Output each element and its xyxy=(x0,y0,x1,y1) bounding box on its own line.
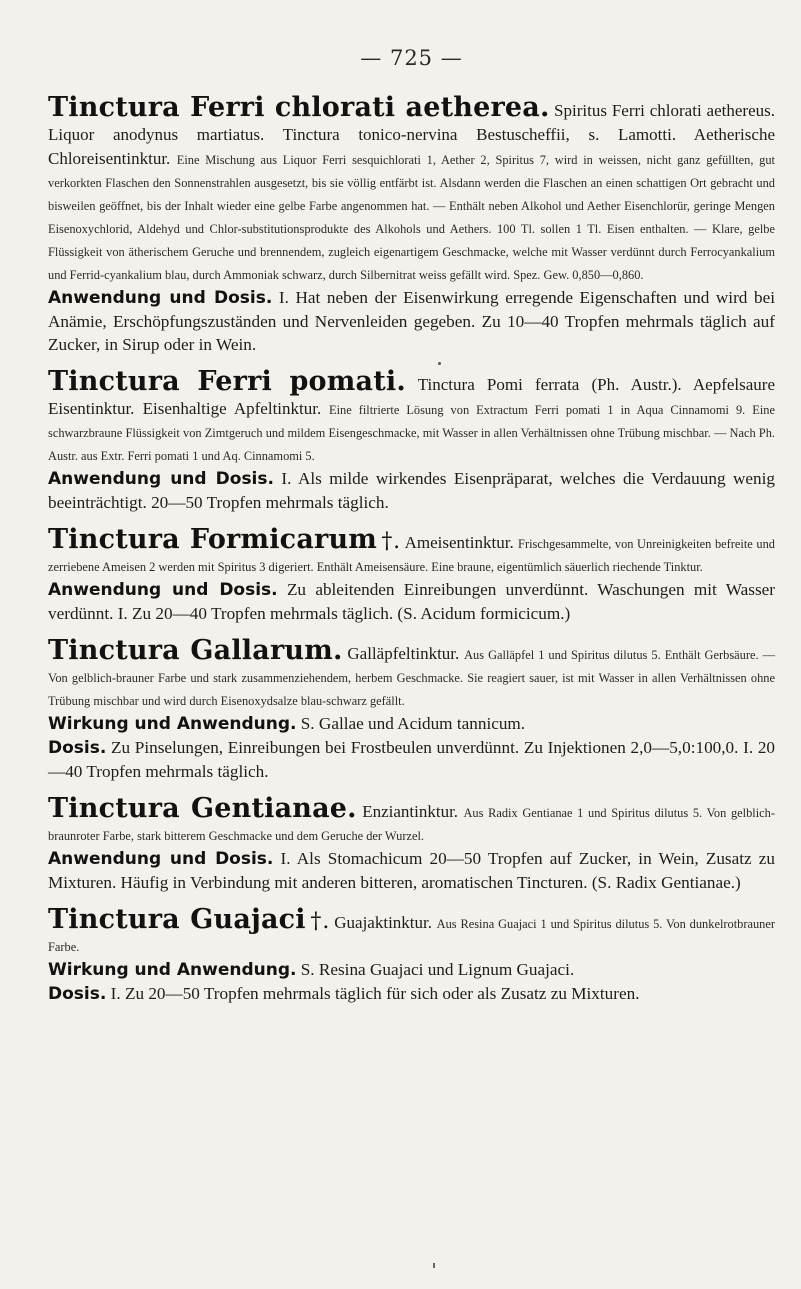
entry-head xyxy=(48,793,775,847)
entry-description: Eine filtrierte Lösung von Extractum Ferri pomati 1 in Aqua Cinnamomi 9. Eine schwarzbraune Flüssigkeit von Zimtgeruch und mildem Eisengeschmacke, mit Wasser in allen Verhältnissen ohne Trübung mischbar. — Nach Ph. Austr. aus Extr. Ferri pomati 1 und Aq. Cinnamomi 5. xyxy=(48,403,775,463)
entry-paragraph xyxy=(48,286,775,356)
entry-description: Aus Resina Guajaci 1 und Spiritus dilutus 5. Von dunkelrotbrauner Farbe. xyxy=(48,917,775,954)
entry-paragraph xyxy=(48,712,775,736)
entry-head xyxy=(48,92,775,286)
entry-title: Tinctura Gentianae. xyxy=(48,793,357,824)
paragraph-label: Anwendung und Dosis. xyxy=(48,288,273,308)
entry-title: Tinctura Gallarum. xyxy=(48,635,343,666)
entry-title: Tinctura Guajaci xyxy=(48,904,306,935)
page-number: — 725 — xyxy=(360,46,463,70)
entry-head xyxy=(48,524,775,578)
paragraph-text: I. Als milde wirkendes Eisenpräparat, welches die Verdauung wenig beeinträchtigt. 20—50 Tropfen mehrmals täglich. xyxy=(48,469,775,512)
entry-paragraph xyxy=(48,958,775,982)
paragraph-text: Zu ableitenden Einreibungen unverdünnt. Waschungen mit Wasser verdünnt. I. Zu 20—40 Tropfen mehrmals täglich. (S. Acidum formicicum.) xyxy=(48,580,776,623)
entry-gallarum xyxy=(48,635,776,783)
entry-title: Tinctura Ferri chlorati aetherea. xyxy=(48,92,550,123)
entry-description: Aus Galläpfel 1 und Spiritus dilutus 5. Enthält Gerbsäure. — Von gelblich-brauner Farbe und stark zusammenziehendem, herbem Geschmacke. Sie reagiert sauer, ist mit Wasser in allen Verhältnissen ohne Trübung mischbar und wird durch Eisenoxydsalze blau-schwarz gefällt. xyxy=(48,648,775,708)
print-speck xyxy=(433,1263,435,1268)
paragraph-label: Anwendung und Dosis. xyxy=(48,849,274,869)
paragraph-text: I. Zu 20—50 Tropfen mehrmals täglich für sich oder als Zusatz zu Mixturen. xyxy=(110,984,640,1003)
paragraph-text: S. Gallae und Acidum tannicum. xyxy=(300,714,526,733)
dagger-mark: †. xyxy=(310,909,330,934)
print-speck xyxy=(438,362,441,365)
paragraph-label: Wirkung und Anwendung. xyxy=(48,960,297,980)
paragraph-text: Zu Pinselungen, Einreibungen bei Frostbeulen unverdünnt. Zu Injektionen 2,0—5,0:100,0. I. 20—40 Tropfen mehrmals täglich. xyxy=(48,738,776,781)
entry-title: Tinctura Formicarum xyxy=(48,524,378,555)
paragraph-text: I. Als Stomachicum 20—50 Tropfen auf Zucker, in Wein, Zusatz zu Mixturen. Häufig in Verbindung mit anderen bitteren, aromatischen Tincturen. (S. Radix Gentianae.) xyxy=(48,849,776,892)
entry-paragraph xyxy=(48,578,775,625)
entry-paragraph xyxy=(48,736,775,783)
paragraph-label: Dosis. xyxy=(48,984,107,1004)
paragraph-text: S. Resina Guajaci und Lignum Guajaci. xyxy=(300,960,575,979)
entry-subtitle: Ameisentinktur. xyxy=(404,533,514,552)
entry-subtitle: Spiritus Ferri chlorati aethereus. Liquor anodynus martiatus. Tinctura tonico-nervina Bestuscheffii, s. Lamotti. Aetherische Chloreisentinktur. xyxy=(48,101,775,168)
entry-ferri-pomati xyxy=(48,366,775,514)
entry-subtitle: Galläpfeltinktur. xyxy=(347,644,460,663)
paragraph-label: Anwendung und Dosis. xyxy=(48,580,278,600)
entry-title: Tinctura Ferri pomati. xyxy=(48,366,406,397)
entry-gentianae xyxy=(48,793,776,894)
entry-formicarum xyxy=(48,524,776,625)
entry-description: Frischgesammelte, von Unreinigkeiten befreite und zerriebene Ameisen 2 werden mit Spiritus 3 digeriert. Enthält Ameisensäure. Eine braune, eigentümlich säuerlich riechende Tinktur. xyxy=(48,537,775,574)
entry-ferri-chlorati xyxy=(48,92,775,356)
entry-paragraph xyxy=(48,847,775,894)
entry-subtitle: Enziantinktur. xyxy=(362,802,459,821)
entry-subtitle: Tinctura Pomi ferrata (Ph. Austr.). Aepfelsaure Eisentinktur. Eisenhaltige Apfeltinktur. xyxy=(48,375,775,418)
entry-head xyxy=(48,635,775,712)
paragraph-label: Wirkung und Anwendung. xyxy=(48,714,297,734)
entry-subtitle: Guajaktinktur. xyxy=(334,913,432,932)
paragraph-label: Anwendung und Dosis. xyxy=(48,469,274,489)
entry-head xyxy=(48,366,775,467)
entry-guajaci xyxy=(48,904,775,1006)
paragraph-label: Dosis. xyxy=(48,738,107,758)
dagger-mark: †. xyxy=(381,529,401,554)
entry-paragraph xyxy=(48,982,775,1006)
entry-description: Aus Radix Gentianae 1 und Spiritus dilutus 5. Von gelblich-braunroter Farbe, stark bitterem Geschmacke und dem Geruche der Wurzel. xyxy=(48,806,775,843)
entry-description: Eine Mischung aus Liquor Ferri sesquichlorati 1, Aether 2, Spiritus 7, wird in weissen, nicht ganz gefüllten, gut verkorkten Flaschen den Sonnenstrahlen ausgesetzt, bis sie völlig entfärbt ist. Alsdann werden die Flaschen an einen schattigen Ort gebracht und bisweilen geöffnet, bis der Inhalt wieder eine gelbe Farbe angenommen hat. — Enthält neben Alkohol und Aether Eisenchlorür, geringe Mengen Eisenoxychlorid, Aldehyd und Chlor-substitutionsprodukte des Alkohols und Aethers. 100 Tl. sollen 1 Tl. Eisen enthalten. — Klare, gelbe Flüssigkeit von ätherischem Geruche und brennendem, zugleich eigenartigem Geschmacke, welche mit Wasser verdünnt durch Ferrocyankalium und Ferrid-cyankalium blau, durch Ammoniak schwarz, durch Silbernitrat weiss gefällt wird. Spez. Gew. 0,850—0,860. xyxy=(48,153,775,282)
paragraph-text: I. Hat neben der Eisenwirkung erregende Eigenschaften und wird bei Anämie, Erschöpfungszuständen und Nervenleiden gegeben. Zu 10—40 Tropfen mehrmals täglich auf Zucker, in Sirup oder in Wein. xyxy=(48,288,775,354)
entry-head xyxy=(48,904,775,958)
entry-paragraph xyxy=(48,467,775,514)
